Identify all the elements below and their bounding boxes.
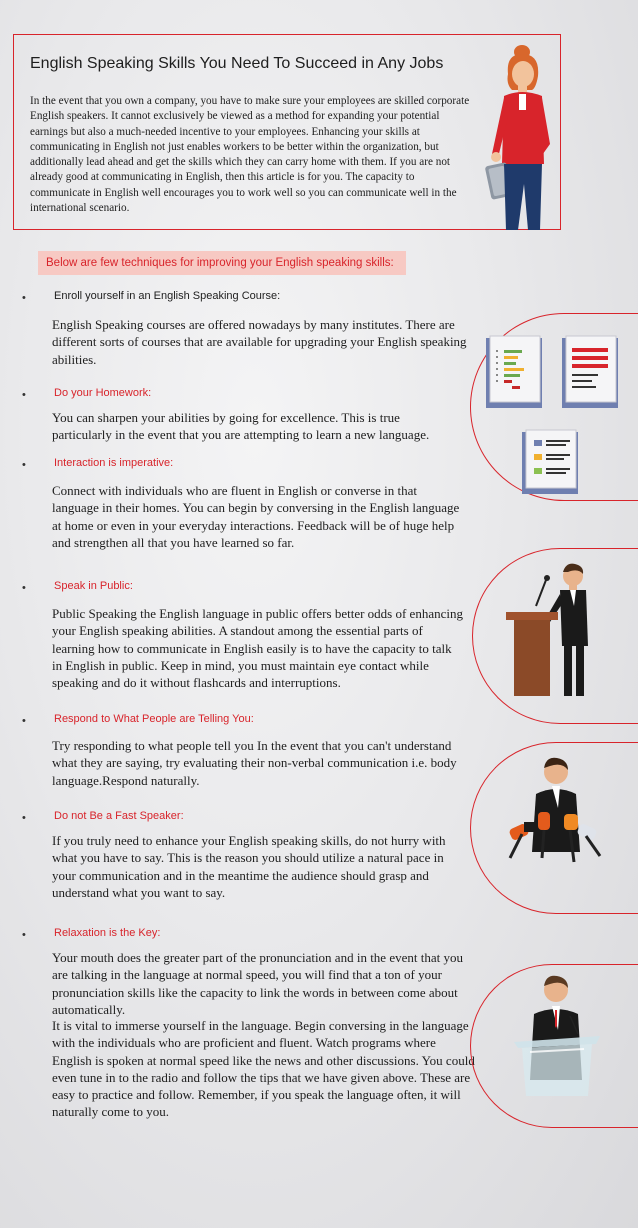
bullet: • <box>22 715 26 727</box>
section-text: Connect with individuals who are fluent in English or converse in that language in their homes. You can begin by conversing in the English language at home or even in your everyday interactions. Feedback will be of huge help and strengthen all that you have learned so far. <box>52 483 460 550</box>
woman-with-tablet-illustration <box>478 44 562 230</box>
bullet: • <box>22 812 26 824</box>
section-text: Try responding to what people tell you In the event that you can't understand what they are saying, try evaluating their non-verbal communication i.e. body language.Respond naturally. <box>52 738 457 788</box>
speaker-at-podium-illustration <box>500 560 610 700</box>
page-title: English Speaking Skills You Need To Succeed in Any Jobs <box>30 55 444 72</box>
bullet: • <box>22 582 26 594</box>
intro-paragraph: In the event that you own a company, you have to make sure your employees are skilled corporate English speakers. It cannot exclusively be viewed as a method for expanding your potential earnings but also a much-needed incentive to your employees. Enhancing your skills at communicating in English not just enables workers to be better within the organization, but additionally lead ahead and get the skills which they can carry home with them. If you are not already good at communicating in English, then this article is for you. The capacity to communicate in English well encourages you to work well so you can communicate well in the international scenario. <box>30 95 470 215</box>
section-text: English Speaking courses are offered nowadays by many institutes. There are different sorts of courses that are available for upgrading your English speaking abilities. <box>52 317 467 367</box>
bullet: • <box>22 292 26 304</box>
speaker-at-glass-podium-illustration <box>508 970 608 1100</box>
section-text: Public Speaking the English language in public offers better odds of enhancing your English speaking abilities. A standout among the essential parts of learning how to communicate in English easily is to have the capacity to talk in English in public. Keep in mind, you must maintain eye contact while speaking and do it without flashcards and interruptions. <box>52 606 463 691</box>
section-heading: Do not Be a Fast Speaker: <box>54 810 184 822</box>
section-text: If you truly need to enhance your English speaking skills, do not hurry with what you have to say. This is the reason you should utilize a natural pace in your communication and in the meantime the audience should grasp and understand what you want to say. <box>52 833 446 900</box>
section-heading: Enroll yourself in an English Speaking Course: <box>54 290 281 302</box>
document-checklist-illustration <box>482 334 632 494</box>
section-heading: Respond to What People are Telling You: <box>54 713 254 725</box>
press-interview-microphones-illustration <box>500 752 610 872</box>
techniques-banner: Below are few techniques for improving your English speaking skills: <box>38 251 406 275</box>
section-heading: Interaction is imperative: <box>54 457 174 469</box>
bullet: • <box>22 389 26 401</box>
section-text: You can sharpen your abilities by going for excellence. This is true particularly in the event that you are attempting to learn a new language. <box>52 410 430 443</box>
closing-paragraph: It is vital to immerse yourself in the language. Begin conversing in the language with the individuals who are proficient and fluent. Watch programs where English is spoken at normal speed like the news and other discussions. You could even tune in to the radio and follow the tips that we have given above. These are easy to practice and follow. Remember, if you speak the language often, it will naturally come to you. <box>52 1018 475 1120</box>
bullet: • <box>22 929 26 941</box>
section-heading: Relaxation is the Key: <box>54 927 161 939</box>
section-heading: Speak in Public: <box>54 580 133 592</box>
section-heading: Do your Homework: <box>54 387 152 399</box>
bullet: • <box>22 459 26 471</box>
section-text: Your mouth does the greater part of the pronunciation and in the event that you are talking in the language at normal speed, you will find that a ton of your pronunciation skills like the capacity to link the words in between come about automatically. <box>52 950 463 1017</box>
